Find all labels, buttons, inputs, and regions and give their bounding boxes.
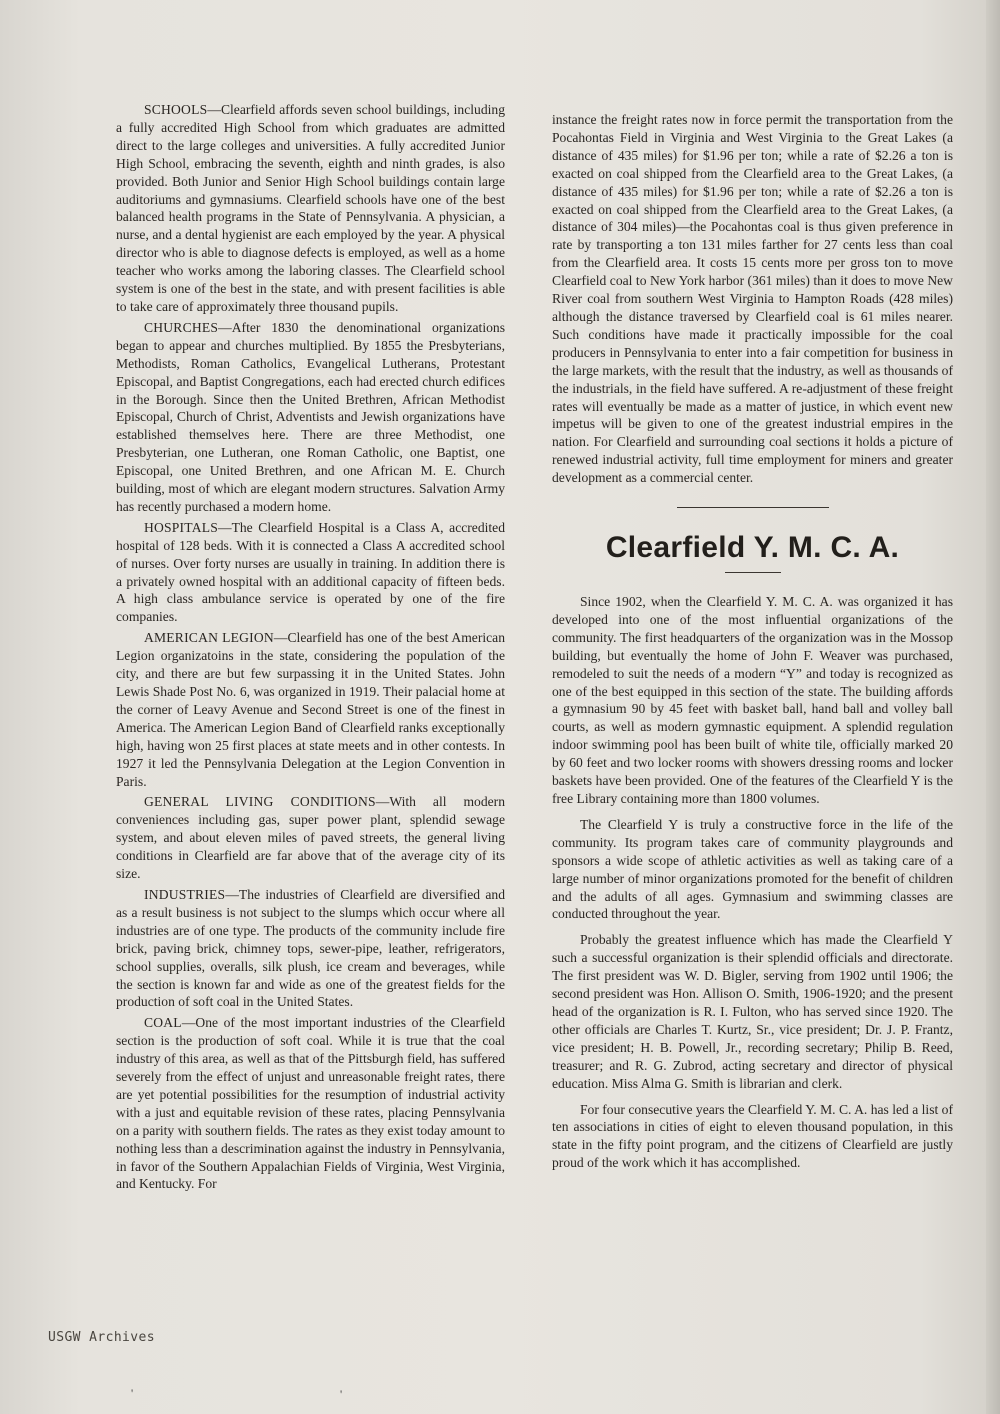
churches-paragraph: [116, 319, 505, 516]
legion-text: —Clearfield has one of the best American Legion organizatoins in the state, considering the population of the city, and there are but few surpassing it in the United States. John Lewis Shade Post No. 6, was organized in 1919. Their palacial home at the corner of Leavy Avenue and Second Street is one of the finest in America. The American Legion Band of Clearfield ranks exceptionally high, having won 25 first places at state meets and in other contests. In 1927 it led the Pennsylvania Delegation at the Legion Convention in Paris.: [116, 630, 505, 789]
churches-text: —After 1830 the denominational organizations began to appear and churches multiplied. By 1855 the Presbyterians, Methodists, Roman Catholics, Evangelical Lutherans, Protestant Episcopal, and Baptist Congregations, each had erected church edifices in the Borough. Since then the United Brethren, African Methodist Episcopal, Church of Christ, Adventists and Jewish organizations have established themselves here. There are three Methodist, one Presbyterian, one Lutheran, one Roman Catholic, one Baptist, one Episcopal, one United Brethren, and one African M. E. Church building, most of which are elegant modern structures. Salvation Army has recently purchased a modern home.: [116, 319, 505, 514]
hospitals-heading: HOSPITALS: [144, 519, 218, 535]
section-divider: [677, 507, 829, 508]
hospitals-text: —The Clearfield Hospital is a Class A, accredited hospital of 128 beds. With it is connected a Class A accredited school of nurses. Over forty nurses are usually in training. In addition there is a privately owned hospital with an additional capacity of fifteen beds. A high class ambulance service is operated by one of the fire companies.: [116, 519, 505, 625]
ymca-paragraph-2: The Clearfield Y is truly a constructive force in the life of the community. Its program takes care of community playgrounds and sponsors a wide scope of athletic activities as well as taking care of a large number of minor organizations promoted for the benefit of children and the adults of all ages. Gymnasium and swimming classes are conducted throughout the year.: [552, 816, 953, 922]
ymca-paragraph-1: Since 1902, when the Clearfield Y. M. C. A. was organized it has developed into one of the most influential organizations of the community. The first headquarters of the organization was in the Mossop building, but eventually the home of John F. Weaver was purchased, remodeled to suit the needs of a modern “Y” and today is recognized as one of the best equipped in this section of the state. The building affords a gymnasium 90 by 45 feet with basket ball, hand ball and volley ball courts, as well as modern gymnastic equipment. A splendid regulation indoor swimming pool has been built of white tile, officially marked 20 by 60 feet and two locker rooms with showers dressing rooms and locker baskets have been provided. One of the features of the Clearfield Y is the free Library containing more than 1800 volumes.: [552, 594, 953, 806]
living-heading: GENERAL LIVING CONDITIONS: [144, 794, 376, 810]
schools-paragraph: [116, 101, 505, 316]
coal-heading: COAL: [144, 1015, 182, 1031]
coal-continued-paragraph: instance the freight rates now in force permit the transportation from the Pocahontas Field in Virginia and West Virginia to the Great Lakes (a distance of 435 miles) for $1.96 per ton; while a rate of $2.26 a ton is exacted on coal shipped from the Clearfield area to the Great Lakes, (a distance of 435 miles) for $1.96 per ton; while a rate of $2.26 a ton is exacted on coal shipped from the Clearfield area to the Great Lakes, (a distance of 304 miles)—the Pocahontas coal is thus given preference in rate by transporting a ton 131 miles farther for 27 cents less than coal from the Clearfield area. It costs 15 cents more per gross ton to move Clearfield coal to New York harbor (361 miles) than it does to move New River coal from southern West Virginia to Hampton Roads (428 miles) although the distance traversed by Clearfield coal is 61 miles nearer. Such conditions have made it practically impossible for the coal producers in Pennsylvania to enter into a fair competition for business in the large markets, with the result that the industry, as well as thousands of the industrials, in the field have suffered. A re-adjustment of these freight rates will eventually be made as a matter of justice, in which event new impetus will be given to one of the greatest industrial empires in the nation. For Clearfield and surrounding coal sections it holds a picture of renewed industrial activity, full time employment for miners and greater development as a commercial center.: [552, 112, 953, 486]
hospitals-paragraph: [116, 519, 505, 626]
right-column: [552, 111, 953, 1172]
title-underline: [725, 572, 781, 573]
left-column: [116, 101, 505, 1193]
coal-paragraph: [116, 1014, 505, 1193]
churches-heading: CHURCHES: [144, 319, 219, 335]
ymca-paragraph-3: Probably the greatest influence which has made the Clearfield Y such a successful organization is their splendid officials and directorate. The first president was W. D. Bigler, serving from 1902 until 1906; the second president was Hon. Allison O. Smith, 1906-1920; and the present head of the organization is R. I. Fulton, who has served since 1920. The other officials are Charles T. Kurtz, Sr., vice president; Dr. J. P. Frantz, vice president; H. B. Powell, Jr., recording secretary; Philip B. Reed, treasurer; and R. G. Zubrod, acting secretary and director of physical education. Miss Alma G. Smith is librarian and clerk.: [552, 932, 953, 1091]
industries-text: —The industries of Clearfield are diversified and as a result business is not subject to the slumps which occur where all industries are of one type. The products of the community include fire brick, paving brick, chimney tops, sewer-pipe, leather, refrigerators, school supplies, overalls, silk plush, ice cream and beverages, while the section is known far and wide as one of the greatest fields for the production of soft coal in the United States.: [116, 886, 505, 1010]
legion-heading: AMERICAN LEGION: [144, 630, 274, 646]
schools-text: —Clearfield affords seven school buildings, including a fully accredited High School from which graduates are admitted direct to the large colleges and universities. A fully accredited Junior High School, embracing the seventh, eighth and ninth grades, is also provided. Both Junior and Senior High School buildings contain large auditoriums and gymnasiums. Clearfield schools have one of the best balanced health programs in the State of Pennsylvania. A physician, a nurse, and a dental hygienist are each employed by the year. A physical director who is able to diagnose defects is employed, as well as a home teacher who works among the laboring classes. The Clearfield school system is one of the best in the state, and with present facilities is able to take care of approximately three thousand pupils.: [116, 102, 505, 314]
ymca-paragraph-4: For four consecutive years the Clearfield Y. M. C. A. has led a list of ten associations in cities of eight to eleven thousand population, in this state in the fifty point program, and the citizens of Clearfield are justly proud of the work which it has accomplished.: [552, 1101, 953, 1171]
living-text: —With all modern conveniences including gas, super power plant, splendid sewage system, and about eleven miles of paved streets, the general living conditions in Clearfield are far above that of the average city of its size.: [116, 794, 505, 882]
ymca-article: [552, 593, 953, 1172]
page-edge: [986, 0, 1000, 1414]
living-paragraph: [116, 793, 505, 883]
industries-heading: INDUSTRIES: [144, 886, 226, 902]
legion-paragraph: [116, 629, 505, 790]
industries-paragraph: [116, 886, 505, 1011]
ymca-title: Clearfield Y. M. C. A.: [605, 531, 900, 565]
archive-watermark: USGW Archives: [48, 1330, 155, 1345]
scan-speck: ': [131, 1386, 134, 1400]
schools-heading: SCHOOLS: [144, 102, 208, 117]
scan-speck: ': [340, 1387, 343, 1401]
coal-text: —One of the most important industries of the Clearfield section is the production of soft coal. While it is true that the coal industry of this area, as well as that of the Pittsburgh field, has suffered severely from the effect of unjust and unreasonable freight rates, there are yet potential possibilities for the resumption of industrial activity with a just and equitable revision of these rates, placing Pennsylvania on a parity with southern fields. The rates as they exist today amount to nothing less than a descrimination against the industry in Pennsylvania, in favor of the Southern Appalachian Fields of Virginia, West Virginia, and Kentucky. For: [116, 1015, 505, 1192]
